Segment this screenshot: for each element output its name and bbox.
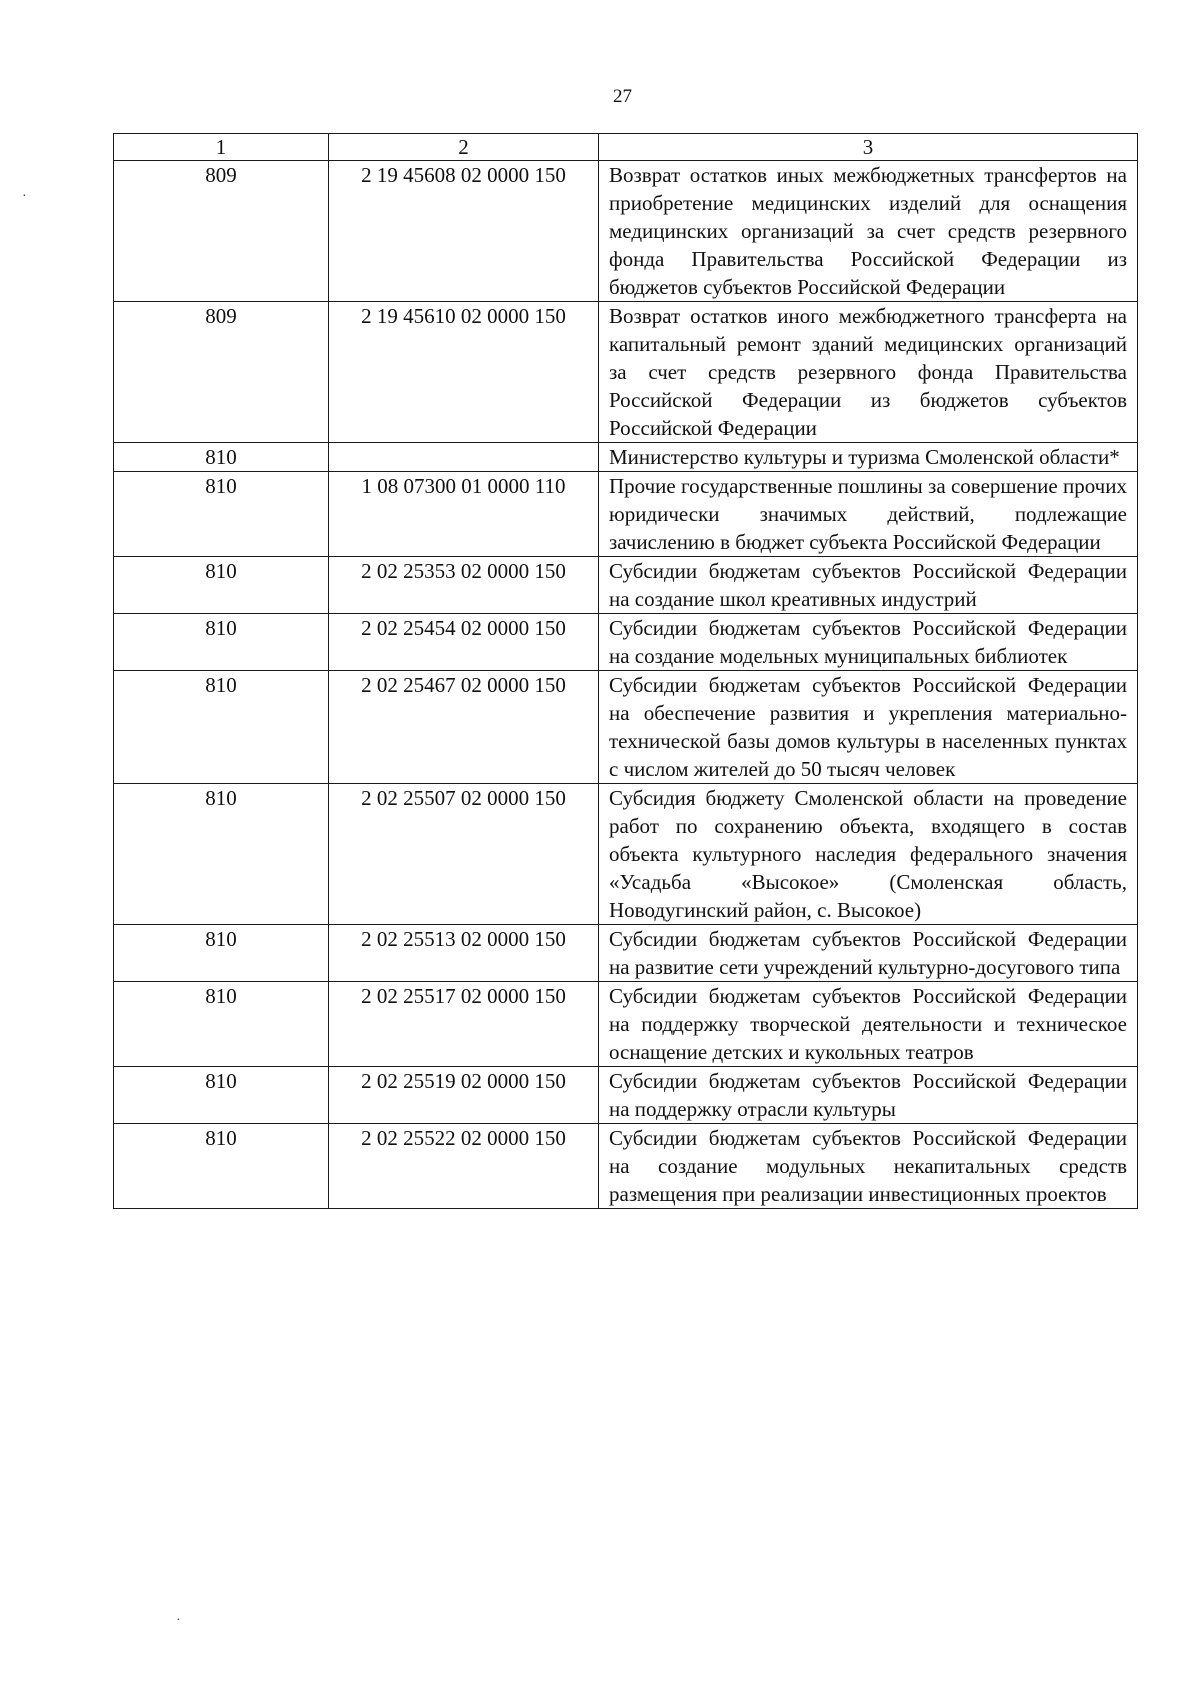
column-header-2: 2 xyxy=(329,134,599,161)
admin-code-cell: 810 xyxy=(114,557,329,614)
admin-code-cell: 810 xyxy=(114,472,329,557)
description-cell: Субсидии бюджетам субъектов Российской Федерации на поддержку творческой деятельности и техническое оснащение детских и кукольных театров xyxy=(599,982,1138,1067)
table-row xyxy=(114,1124,1138,1209)
page-number: 27 xyxy=(613,86,632,107)
table-header xyxy=(114,134,1138,161)
table-body xyxy=(114,161,1138,1209)
table-row xyxy=(114,1067,1138,1124)
table-row xyxy=(114,784,1138,925)
scan-speck: · xyxy=(176,1613,181,1628)
income-code-cell: 2 02 25467 02 0000 150 xyxy=(329,671,599,784)
income-codes-table xyxy=(113,133,1138,1209)
admin-code-cell: 810 xyxy=(114,671,329,784)
admin-code-cell: 809 xyxy=(114,161,329,302)
admin-code-cell: 810 xyxy=(114,982,329,1067)
income-code-cell: 2 02 25507 02 0000 150 xyxy=(329,784,599,925)
income-code-cell: 2 02 25454 02 0000 150 xyxy=(329,614,599,671)
table-header-row xyxy=(114,134,1138,161)
income-code-cell: 1 08 07300 01 0000 110 xyxy=(329,472,599,557)
description-cell: Субсидии бюджетам субъектов Российской Федерации на создание школ креативных индустрий xyxy=(599,557,1138,614)
table-row xyxy=(114,472,1138,557)
scan-speck: · xyxy=(22,189,27,204)
income-code-cell: 2 02 25519 02 0000 150 xyxy=(329,1067,599,1124)
table-row xyxy=(114,302,1138,443)
income-code-cell: 2 19 45610 02 0000 150 xyxy=(329,302,599,443)
admin-code-cell: 810 xyxy=(114,1067,329,1124)
income-code-cell: 2 02 25522 02 0000 150 xyxy=(329,1124,599,1209)
table-row xyxy=(114,557,1138,614)
income-code-cell: 2 02 25353 02 0000 150 xyxy=(329,557,599,614)
description-cell: Возврат остатков иного межбюджетного трансферта на капитальный ремонт зданий медицинских организаций за счет средств резервного фонда Правительства Российской Федерации из бюджетов субъектов Российской Федерации xyxy=(599,302,1138,443)
admin-code-cell: 810 xyxy=(114,925,329,982)
column-header-3: 3 xyxy=(599,134,1138,161)
table-row xyxy=(114,614,1138,671)
description-cell: Субсидии бюджетам субъектов Российской Федерации на создание модульных некапитальных средств размещения при реализации инвестиционных проектов xyxy=(599,1124,1138,1209)
income-code-cell: 2 19 45608 02 0000 150 xyxy=(329,161,599,302)
table-row xyxy=(114,671,1138,784)
table-row xyxy=(114,925,1138,982)
description-cell: Субсидии бюджетам субъектов Российской Федерации на обеспечение развития и укрепления материально-технической базы домов культуры в населенных пунктах с числом жителей до 50 тысяч человек xyxy=(599,671,1138,784)
column-header-1: 1 xyxy=(114,134,329,161)
admin-code-cell: 810 xyxy=(114,614,329,671)
description-cell: Субсидия бюджету Смоленской области на проведение работ по сохранению объекта, входящего в состав объекта культурного наследия федерального значения «Усадьба «Высокое» (Смоленская область, Новодугинский район, с. Высокое) xyxy=(599,784,1138,925)
description-cell: Прочие государственные пошлины за совершение прочих юридически значимых действий, подлежащие зачислению в бюджет субъекта Российской Федерации xyxy=(599,472,1138,557)
admin-code-cell: 810 xyxy=(114,443,329,472)
description-cell: Субсидии бюджетам субъектов Российской Федерации на создание модельных муниципальных библиотек xyxy=(599,614,1138,671)
income-code-cell: 2 02 25513 02 0000 150 xyxy=(329,925,599,982)
description-cell: Субсидии бюджетам субъектов Российской Федерации на поддержку отрасли культуры xyxy=(599,1067,1138,1124)
admin-code-cell: 809 xyxy=(114,302,329,443)
admin-code-cell: 810 xyxy=(114,1124,329,1209)
description-cell: Возврат остатков иных межбюджетных трансфертов на приобретение медицинских изделий для оснащения медицинских организаций за счет средств резервного фонда Правительства Российской Федерации из бюджетов субъектов Российской Федерации xyxy=(599,161,1138,302)
income-code-cell: 2 02 25517 02 0000 150 xyxy=(329,982,599,1067)
admin-code-cell: 810 xyxy=(114,784,329,925)
table-row xyxy=(114,982,1138,1067)
description-cell: Субсидии бюджетам субъектов Российской Федерации на развитие сети учреждений культурно-досугового типа xyxy=(599,925,1138,982)
income-code-cell xyxy=(329,443,599,472)
description-cell: Министерство культуры и туризма Смоленской области* xyxy=(599,443,1138,472)
table-row xyxy=(114,161,1138,302)
table-row xyxy=(114,443,1138,472)
